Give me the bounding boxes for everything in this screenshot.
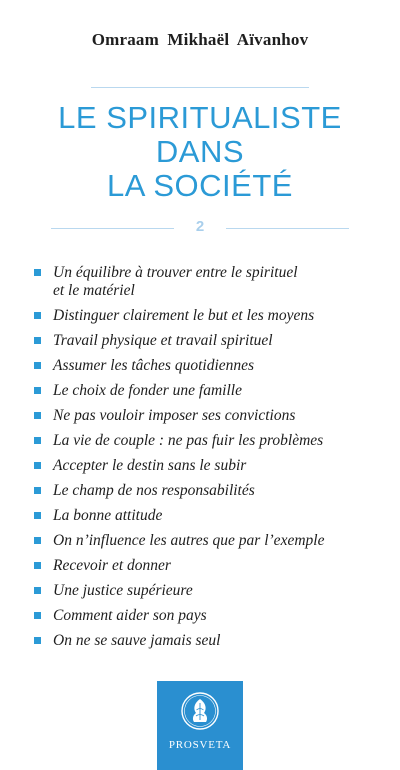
contents-item-text: On n’influence les autres que par l’exemple [53, 532, 325, 549]
square-bullet-icon [34, 387, 41, 394]
contents-item [31, 432, 381, 450]
contents-item [31, 457, 381, 475]
contents-item [31, 607, 381, 625]
contents-item [31, 264, 381, 300]
contents-item [31, 557, 381, 575]
contents-item-text: et le matériel [53, 282, 135, 299]
square-bullet-icon [34, 512, 41, 519]
volume-number: 2 [195, 218, 205, 235]
volume-divider-right [226, 228, 349, 229]
contents-item-text: Le choix de fonder une famille [53, 382, 242, 399]
square-bullet-icon [34, 487, 41, 494]
author-name: Omraam Mikhaël Aïvanhov [91, 30, 309, 49]
contents-item [31, 332, 381, 350]
square-bullet-icon [34, 337, 41, 344]
square-bullet-icon [34, 269, 41, 276]
contents-item [31, 357, 381, 375]
contents-item-text: Travail physique et travail spirituel [53, 332, 273, 349]
contents-item-text: La bonne attitude [53, 507, 163, 524]
contents-item-text: Ne pas vouloir imposer ses convictions [53, 407, 296, 424]
top-divider [91, 87, 309, 88]
publisher-name: PROSVETA [168, 739, 232, 751]
contents-item-text: Accepter le destin sans le subir [53, 457, 247, 474]
contents-item [31, 307, 381, 325]
square-bullet-icon [34, 462, 41, 469]
contents-item-text: La vie de couple : ne pas fuir les problèmes [53, 432, 324, 449]
contents-item-text: Assumer les tâches quotidiennes [53, 357, 255, 374]
contents-item [31, 582, 381, 600]
contents-item-text: Comment aider son pays [53, 607, 207, 624]
contents-item [31, 532, 381, 550]
contents-list [31, 264, 381, 657]
contents-item [31, 382, 381, 400]
square-bullet-icon [34, 362, 41, 369]
square-bullet-icon [34, 312, 41, 319]
title-line-3: LA SOCIÉTÉ [107, 168, 293, 203]
title-line-1: LE SPIRITUALISTE [58, 100, 342, 135]
square-bullet-icon [34, 612, 41, 619]
contents-item [31, 482, 381, 500]
publisher-logo [157, 681, 243, 770]
square-bullet-icon [34, 637, 41, 644]
contents-item-text: Distinguer clairement le but et les moyens [53, 307, 315, 324]
contents-item-text: On ne se sauve jamais seul [53, 632, 221, 649]
publisher-emblem-icon [180, 691, 220, 731]
contents-item [31, 632, 381, 650]
contents-item-text: Recevoir et donner [53, 557, 171, 574]
contents-item-text: Un équilibre à trouver entre le spirituel [53, 264, 298, 281]
square-bullet-icon [34, 562, 41, 569]
square-bullet-icon [34, 437, 41, 444]
contents-item [31, 407, 381, 425]
square-bullet-icon [34, 537, 41, 544]
contents-item [31, 507, 381, 525]
contents-item-text: Une justice supérieure [53, 582, 193, 599]
book-title [0, 101, 400, 203]
title-line-2: DANS [155, 134, 245, 169]
volume-divider-left [51, 228, 174, 229]
square-bullet-icon [34, 587, 41, 594]
contents-item-text: Le champ de nos responsabilités [53, 482, 255, 499]
square-bullet-icon [34, 412, 41, 419]
